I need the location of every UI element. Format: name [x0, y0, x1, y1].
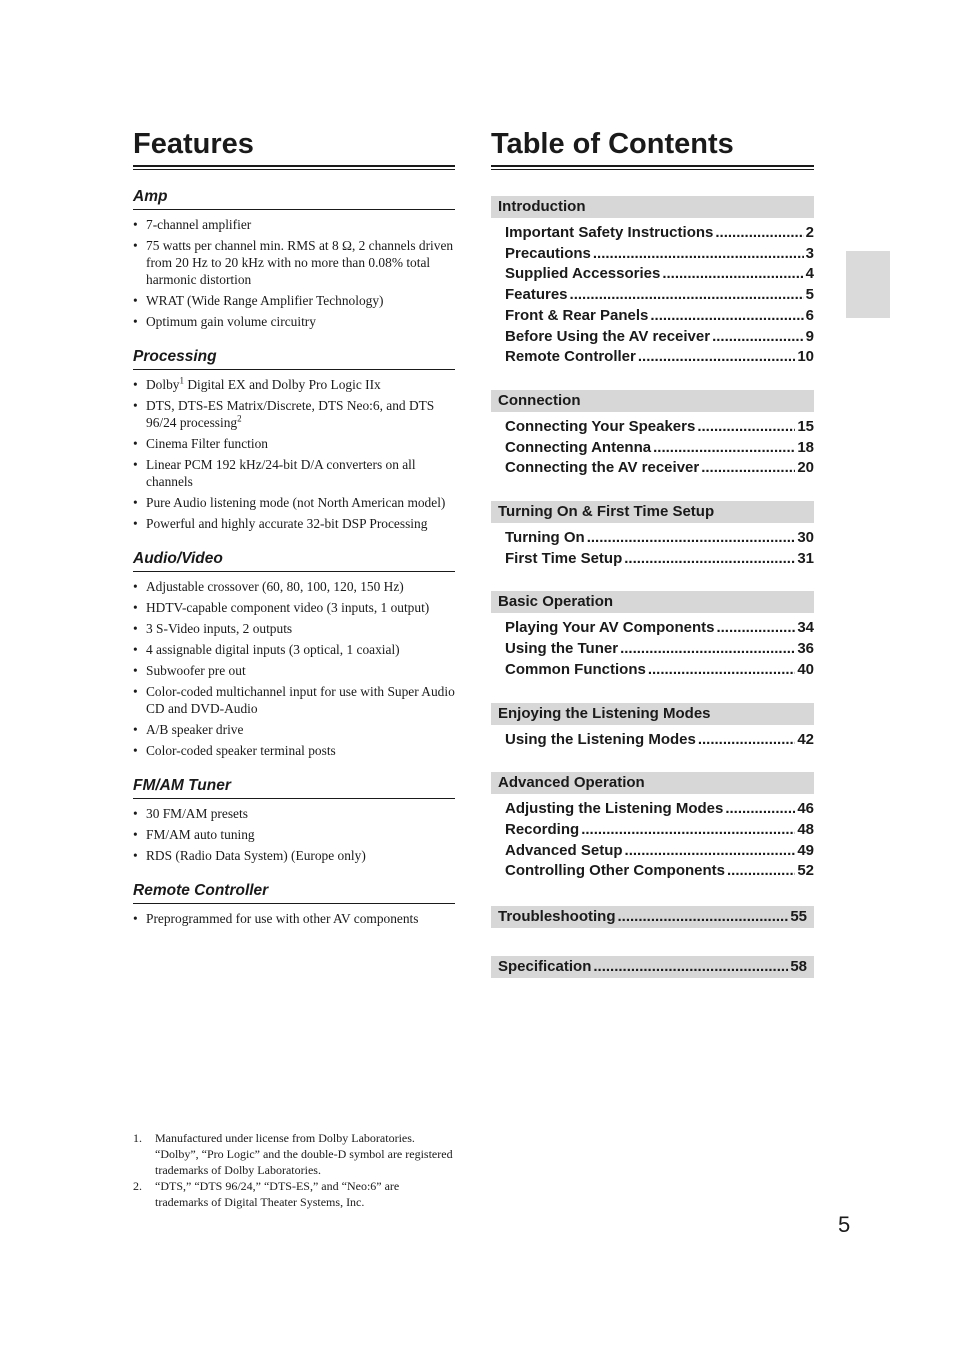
feature-item: • Pure Audio listening mode (not North American model) — [133, 495, 446, 510]
toc-title: Table of Contents — [491, 128, 734, 160]
toc-title-rule — [491, 165, 814, 170]
toc-entry-label: Common Functions — [505, 660, 646, 678]
toc-entry-label: Front & Rear Panels — [505, 306, 649, 324]
toc-group — [491, 390, 814, 479]
toc-entry-page: 20 — [797, 459, 814, 477]
feature-item: • 7-channel amplifier — [133, 217, 252, 232]
feature-item: • Dolby$^1$ Digital EX and Dolby Pro Logic IIx — [133, 375, 381, 392]
toc-group-heading: Connection — [491, 390, 814, 412]
dot-leader — [712, 327, 804, 348]
toc-entry-page: 31 — [797, 549, 814, 567]
toc-group-heading: Basic Operation — [491, 591, 814, 613]
dot-leader — [593, 244, 804, 265]
toc-entry[interactable] — [491, 327, 814, 348]
dot-leader — [662, 264, 803, 285]
toc-entry-label: Specification — [498, 958, 592, 976]
toc-group — [491, 196, 814, 368]
feature-item: • Color-coded multichannel input for use with Super Audio CD and DVD-Audio — [133, 684, 455, 716]
toc-entry[interactable] — [491, 956, 814, 978]
feature-item: • Cinema Filter function — [133, 436, 268, 451]
toc-entry[interactable] — [491, 244, 814, 265]
dot-leader — [725, 799, 795, 820]
toc-entry-page: 6 — [805, 306, 814, 324]
feature-item: • A/B speaker drive — [133, 722, 244, 737]
toc-group — [491, 772, 814, 882]
toc-entry-label: Features — [505, 286, 568, 304]
features-section-processing — [133, 347, 455, 532]
toc-entry-label: Playing Your AV Components — [505, 619, 715, 637]
toc-entry-page: 2 — [805, 224, 814, 241]
toc-entry-label: Troubleshooting — [498, 908, 616, 926]
toc-entry-label: Remote Controller — [505, 348, 636, 366]
toc-group — [491, 956, 814, 978]
feature-item: • 75 watts per channel min. RMS at 8 Ω, 2 channels driven from 20 Hz to 20 kHz with no more than 0.08% total harmonic distortion — [133, 238, 454, 287]
feature-item: • 30 FM/AM presets — [133, 806, 248, 821]
toc-entry-label: Supplied Accessories — [505, 265, 661, 283]
toc-entry-page: 18 — [797, 438, 814, 456]
dot-leader — [653, 438, 795, 459]
toc-entry-label: Connecting Antenna — [505, 438, 652, 456]
dot-leader — [648, 660, 795, 681]
toc-entry[interactable] — [491, 264, 814, 285]
feature-item: • HDTV-capable component video (3 inputs, 1 output) — [133, 600, 430, 615]
dot-leader — [650, 306, 803, 327]
chapter-side-tab — [846, 251, 890, 318]
toc-group — [491, 703, 814, 751]
toc-entry[interactable] — [491, 861, 814, 882]
toc-entry[interactable] — [491, 906, 814, 928]
toc-entry-label: Adjusting the Listening Modes — [505, 800, 724, 818]
footnote-mark: 1 — [179, 375, 184, 386]
toc-entry-label: Turning On — [505, 529, 585, 547]
toc-entry[interactable] — [491, 618, 814, 639]
toc-group — [491, 906, 814, 928]
features-title-rule — [133, 165, 455, 170]
toc-entry-label: Controlling Other Components — [505, 862, 725, 880]
toc-entry-page: 4 — [805, 265, 814, 283]
toc-entry[interactable] — [491, 730, 814, 751]
feature-item: • 3 S-Video inputs, 2 outputs — [133, 621, 293, 636]
toc-entry-label: Using the Listening Modes — [505, 730, 696, 748]
dot-leader — [570, 285, 804, 306]
footnote-mark: 2 — [237, 413, 242, 424]
toc-entry[interactable] — [491, 528, 814, 549]
toc-groups — [491, 196, 814, 978]
toc-entry-page: 10 — [797, 348, 814, 366]
dot-leader — [716, 618, 795, 639]
features-title: Features — [133, 128, 254, 160]
toc-entry[interactable] — [491, 347, 814, 368]
feature-item: • DTS, DTS-ES Matrix/Discrete, DTS Neo:6, and DTS 96/24 processing$^2$ — [133, 398, 435, 430]
feature-item: • 4 assignable digital inputs (3 optical, 1 coaxial) — [133, 642, 400, 657]
toc-group — [491, 501, 814, 569]
dot-leader — [593, 956, 788, 978]
features-column — [133, 126, 455, 931]
toc-entry-page: 52 — [797, 862, 814, 880]
toc-entry-page: 42 — [797, 730, 814, 748]
toc-entry-label: Connecting Your Speakers — [505, 417, 696, 435]
feature-item-dolby: Dolby$^1$ Digital EX and Dolby Pro Logic IIx — [146, 375, 381, 392]
feature-item: • Adjustable crossover (60, 80, 100, 120, 150 Hz) — [133, 579, 404, 594]
section-heading: Remote Controller — [133, 881, 455, 904]
features-section-amp — [133, 187, 455, 330]
toc-group-heading: Enjoying the Listening Modes — [491, 703, 814, 725]
feature-item: • Color-coded speaker terminal posts — [133, 743, 336, 758]
toc-entry-page: 36 — [797, 640, 814, 658]
toc-entry-page: 48 — [797, 820, 814, 838]
toc-entry[interactable] — [491, 639, 814, 660]
dot-leader — [625, 841, 796, 862]
toc-group — [491, 591, 814, 680]
feature-item: • Subwoofer pre out — [133, 663, 246, 678]
toc-entry[interactable] — [491, 841, 814, 862]
toc-entry[interactable] — [491, 458, 814, 479]
toc-entry[interactable] — [491, 285, 814, 306]
toc-entry[interactable] — [491, 438, 814, 459]
section-heading: Processing — [133, 347, 455, 370]
toc-entry-page: 9 — [805, 327, 814, 345]
footnote: 1. Manufactured under license from Dolby Laboratories. “Dolby”, “Pro Logic” and the double-D symbol are registered trademarks of Dolby Laboratories. — [133, 1131, 453, 1177]
feature-item: • Optimum gain volume circuitry — [133, 314, 316, 329]
toc-entry-page: 5 — [805, 286, 814, 304]
toc-group-heading: Introduction — [491, 196, 814, 218]
dot-leader — [701, 458, 795, 479]
toc-entry-page: 55 — [790, 908, 807, 926]
toc-entry[interactable] — [491, 820, 814, 841]
feature-list — [133, 805, 455, 864]
features-section-audio-video — [133, 549, 455, 759]
dot-leader — [697, 417, 795, 438]
page-number: 5 — [838, 1212, 851, 1237]
toc-entry-page: 58 — [790, 958, 807, 976]
toc-group-heading: Advanced Operation — [491, 772, 814, 794]
toc-entry[interactable] — [491, 417, 814, 438]
features-section-tuner — [133, 776, 455, 864]
feature-item: • Preprogrammed for use with other AV components — [133, 911, 419, 926]
feature-list — [133, 376, 455, 532]
feature-item: • Powerful and highly accurate 32-bit DSP Processing — [133, 516, 428, 531]
features-section-remote — [133, 881, 455, 927]
feature-item: • FM/AM auto tuning — [133, 827, 255, 842]
toc-entry-page: 49 — [797, 841, 814, 859]
toc-entry-page: 30 — [797, 529, 814, 547]
toc-entry[interactable] — [491, 223, 814, 244]
toc-entry[interactable] — [491, 306, 814, 327]
toc-entry-page: 34 — [797, 619, 814, 637]
toc-entry-page: 46 — [797, 800, 814, 818]
toc-entry-label: Recording — [505, 820, 580, 838]
toc-entry-label: Using the Tuner — [505, 640, 619, 658]
section-heading: FM/AM Tuner — [133, 776, 455, 799]
section-heading: Amp — [133, 187, 455, 210]
dot-leader — [715, 223, 803, 244]
toc-entry[interactable] — [491, 549, 814, 570]
toc-entry-label: Before Using the AV receiver — [505, 327, 711, 345]
dot-leader — [624, 549, 795, 570]
toc-entry-label: Precautions — [505, 244, 591, 262]
dot-leader — [727, 861, 795, 882]
toc-entry-label: Important Safety Instructions — [505, 224, 714, 241]
toc-column — [491, 126, 814, 978]
dot-leader — [618, 906, 789, 928]
toc-entry[interactable] — [491, 660, 814, 681]
feature-item: • Linear PCM 192 kHz/24-bit D/A converters on all channels — [133, 457, 416, 489]
section-heading: Audio/Video — [133, 549, 455, 572]
feature-list — [133, 216, 455, 330]
toc-entry-label: Advanced Setup — [505, 841, 623, 859]
footnotes — [133, 1130, 455, 1210]
toc-entry-page: 40 — [797, 660, 814, 678]
dot-leader — [587, 528, 796, 549]
toc-entry[interactable] — [491, 799, 814, 820]
footnote: 2. “DTS,” “DTS 96/24,” “DTS-ES,” and “Neo:6” are trademarks of Digital Theater Systems, Inc. — [133, 1179, 400, 1209]
feature-item: • WRAT (Wide Range Amplifier Technology) — [133, 293, 384, 308]
dot-leader — [620, 639, 795, 660]
feature-item: • RDS (Radio Data System) (Europe only) — [133, 848, 366, 863]
toc-entry-page: 15 — [797, 417, 814, 435]
dot-leader — [638, 347, 795, 368]
toc-group-heading: Turning On & First Time Setup — [491, 501, 814, 523]
feature-list — [133, 910, 455, 927]
toc-entry-label: First Time Setup — [505, 549, 623, 567]
toc-entry-label: Connecting the AV receiver — [505, 459, 700, 477]
dot-leader — [698, 730, 795, 751]
toc-entry-page: 3 — [805, 244, 814, 262]
feature-list — [133, 578, 455, 759]
dot-leader — [581, 820, 795, 841]
